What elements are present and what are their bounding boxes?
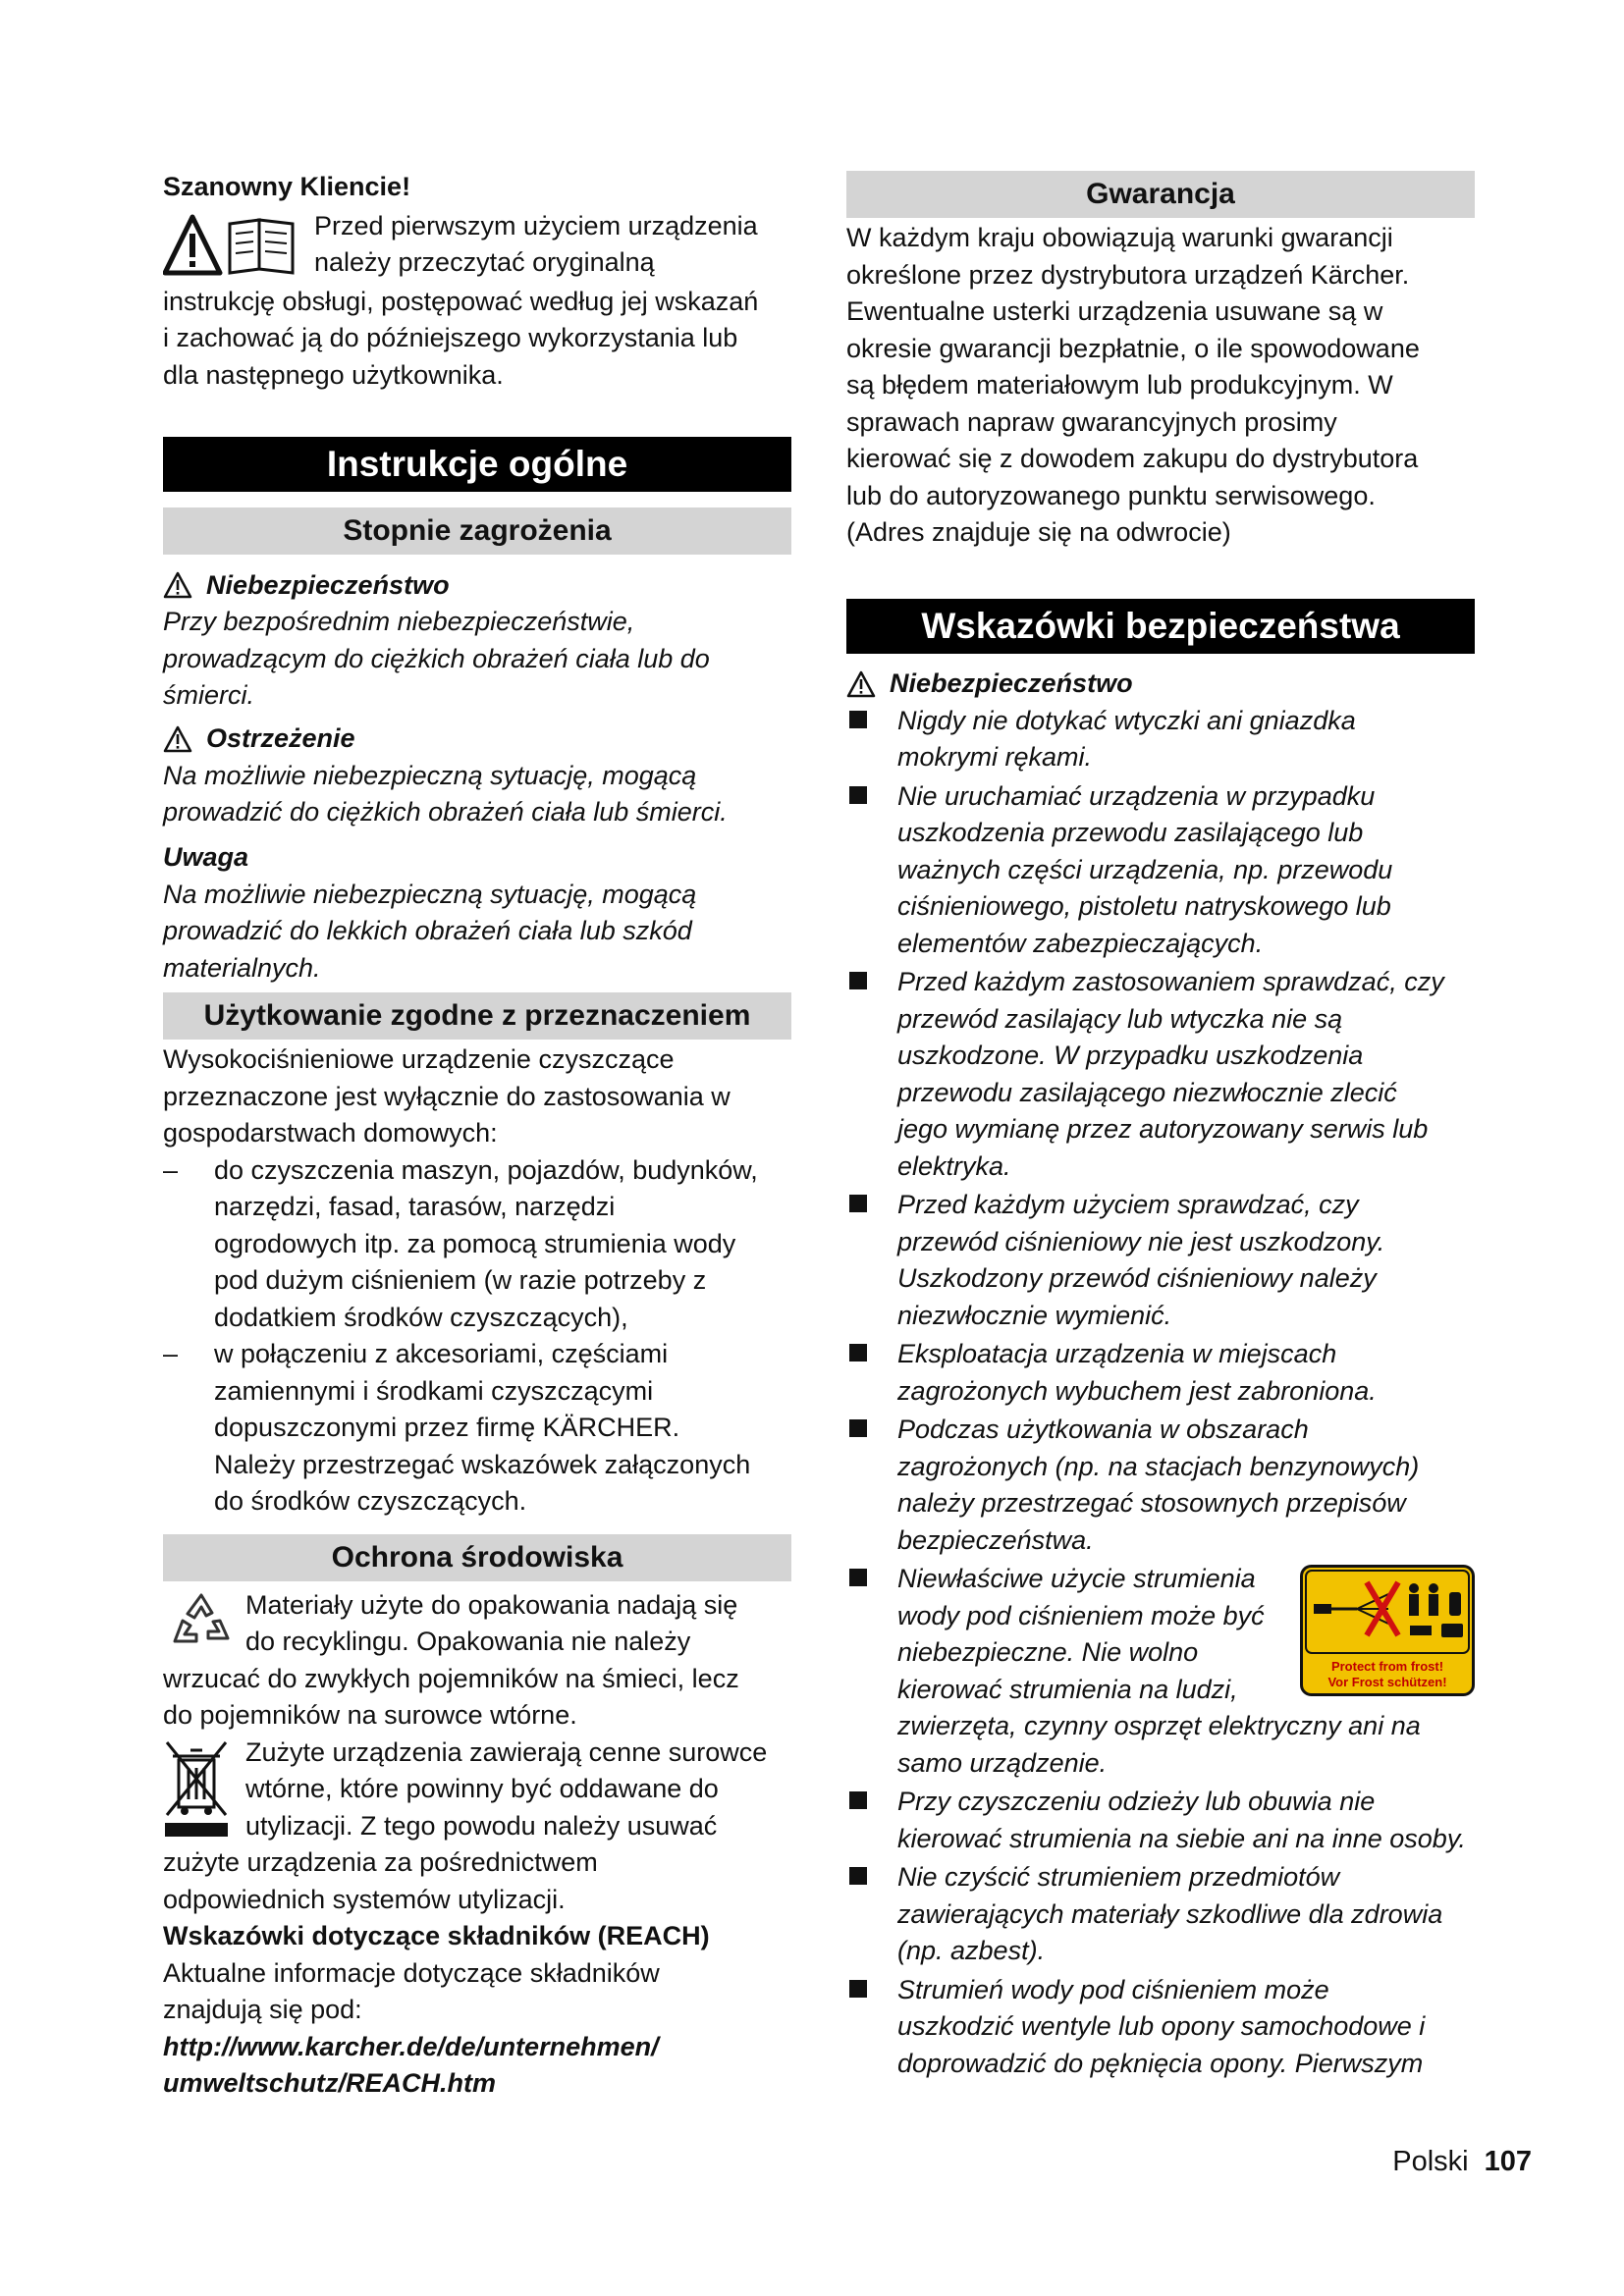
bullet-line: uszkodzenia przewodu zasilającego lub: [897, 818, 1364, 847]
intro-line: Przed pierwszym użyciem urządzenia: [314, 210, 758, 240]
bullet-line: kierować strumienia na ludzi,: [897, 1674, 1238, 1704]
intro-line: należy przeczytać oryginalną: [314, 247, 655, 277]
bullet-marker: [846, 1859, 897, 1970]
bullet-line: przewód ciśnieniowy nie jest uszkodzony.: [897, 1226, 1385, 1256]
bullet-line: mokrymi rękami.: [897, 742, 1093, 772]
danger-title: Niebezpieczeństwo: [206, 569, 450, 600]
bullet-line: Strumień wody pod ciśnieniem może: [897, 1974, 1329, 2004]
intro-line: i zachować ją do późniejszego wykorzystania lub: [163, 323, 738, 352]
warranty-text-line: sprawach napraw gwarancyjnych prosimy: [846, 406, 1337, 437]
bullet-line: Niewłaściwe użycie strumienia: [897, 1564, 1256, 1593]
bullet-line: Nie czyścić strumieniem przedmiotów: [897, 1862, 1340, 1892]
bullet-line: doprowadzić do pęknięcia opony. Pierwszym: [897, 2048, 1424, 2078]
danger-text-line: śmierci.: [163, 680, 254, 710]
reach-text-line: znajdują się pod:: [163, 1995, 362, 2024]
bullet-line: kierować strumienia na siebie ani na inne osoby.: [897, 1823, 1466, 1853]
dash-item-line: do środków czyszczących.: [214, 1486, 527, 1516]
recycle-icon: [171, 1591, 232, 1657]
recycle-block: [163, 1587, 791, 1735]
warranty-text-line: okresie gwarancji bezpłatnie, o ile spowodowane: [846, 333, 1420, 363]
subheading-warranty: Gwarancja: [846, 171, 1475, 218]
recycle-text-line: do recyklingu. Opakowania nie należy: [245, 1627, 691, 1656]
crossed-bin-icon: [163, 1736, 232, 1843]
bullet-line: ważnych części urządzenia, np. przewodu: [897, 854, 1393, 884]
intro-line: dla następnego użytkownika.: [163, 359, 504, 390]
warning-triangle-icon: [163, 725, 192, 753]
bullet-line: zagrożonych wybuchem jest zabroniona.: [897, 1375, 1377, 1406]
reach-link[interactable]: http://www.karcher.de/de/unternehmen/: [163, 2031, 659, 2061]
bullet-line: niezwłocznie wymienić.: [897, 1300, 1172, 1330]
intended-text-line: przeznaczone jest wyłącznie do zastosowania w: [163, 1081, 731, 1111]
bullet-item: [846, 1336, 1475, 1410]
bullet-item: [846, 1412, 1475, 1559]
warning-triangle-icon: [846, 670, 876, 698]
warranty-text-line: Ewentualne usterki urządzenia usuwane są w: [846, 296, 1383, 326]
bullet-line: przewodu zasilającego niezwłocznie zlecić: [897, 1077, 1397, 1107]
bullet-item: [846, 1784, 1475, 1857]
dash-list-item: [163, 1336, 791, 1521]
warning-text-line: Na możliwie niebezpieczną sytuację, mogącą: [163, 760, 697, 790]
bullet-marker: [846, 1972, 897, 2083]
bullet-line: ciśnieniowego, pistoletu natryskowego lub: [897, 891, 1391, 921]
bullet-line: Eksploatacja urządzenia w miejscach: [897, 1339, 1337, 1368]
bullet-line: Nigdy nie dotykać wtyczki ani gniazdka: [897, 705, 1356, 735]
dash-item-line: dopuszczonymi przez firmę KÄRCHER.: [214, 1413, 680, 1442]
weee-text-line: Zużyte urządzenia zawierają cenne surowce: [245, 1736, 768, 1767]
bullet-marker: [846, 778, 897, 963]
dash-marker: –: [163, 1154, 179, 1185]
recycle-text-line: Materiały użyte do opakowania nadają się: [245, 1589, 738, 1620]
bullet-line: Przy czyszczeniu odzieży lub obuwia nie: [897, 1787, 1376, 1816]
bullet-marker: [846, 1412, 897, 1559]
bullet-line: niebezpieczne. Nie wolno: [897, 1637, 1199, 1667]
frost-label-line: Vor Frost schützen!: [1327, 1675, 1447, 1689]
warning-triangle-icon: [163, 571, 192, 599]
left-column: [163, 169, 791, 2103]
section-heading-general: Instrukcje ogólne: [163, 437, 791, 492]
bullet-line: elektryka.: [897, 1150, 1011, 1181]
danger-text-line: prowadzącym do ciężkich obrażeń ciała lub do: [163, 643, 710, 673]
greeting: Szanowny Kliencie!: [163, 172, 411, 201]
dash-marker: –: [163, 1339, 179, 1368]
bullet-line: Uszkodzony przewód ciśnieniowy należy: [897, 1263, 1377, 1293]
dash-list-item: [163, 1152, 791, 1337]
bullet-item: [846, 1561, 1475, 1782]
dash-item-line: zamiennymi i środkami czyszczącymi: [214, 1375, 654, 1406]
warranty-text-line: lub do autoryzowanego punktu serwisowego.: [846, 480, 1376, 510]
bullet-line: przewód zasilający lub wtyczka nie są: [897, 1003, 1343, 1034]
reach-title: Wskazówki dotyczące składników (REACH): [163, 1921, 710, 1950]
warning-manual-icon: [163, 214, 302, 284]
bullet-line: zawierających materiały szkodliwe dla zdrowia: [897, 1898, 1443, 1929]
warranty-text-line: są błędem materiałowym lub produkcyjnym. W: [846, 370, 1393, 400]
weee-text-line: zużyte urządzenia za pośrednictwem: [163, 1847, 598, 1877]
warning-title: Ostrzeżenie: [206, 723, 355, 753]
intro-block: [163, 208, 791, 395]
bullet-line: samo urządzenie.: [897, 1747, 1108, 1778]
dash-item-line: ogrodowych itp. za pomocą strumienia wody: [214, 1228, 736, 1258]
bullet-line: elementów zabezpieczających.: [897, 928, 1264, 958]
bullet-line: bezpieczeństwa.: [897, 1524, 1094, 1555]
weee-text-line: wtórne, które powinny być oddawane do: [245, 1774, 719, 1803]
caution-text-line: prowadzić do lekkich obrażeń ciała lub szkód: [163, 916, 692, 945]
subheading-environment: Ochrona środowiska: [163, 1534, 791, 1581]
subheading-hazard-levels: Stopnie zagrożenia: [163, 507, 791, 555]
bullet-marker: [846, 1336, 897, 1410]
bullet-line: uszkodzone. W przypadku uszkodzenia: [897, 1041, 1364, 1070]
warning-text-line: prowadzić do ciężkich obrażeń ciała lub śmierci.: [163, 797, 728, 827]
bullet-line: należy przestrzegać stosownych przepisów: [897, 1488, 1406, 1518]
bullet-marker: [846, 964, 897, 1185]
bullet-line: zwierzęta, czynny osprzęt elektryczny ani na: [897, 1711, 1421, 1740]
dash-item-line: Należy przestrzegać wskazówek załączonych: [214, 1449, 751, 1479]
danger-title: Niebezpieczeństwo: [890, 668, 1133, 698]
intended-text-line: Wysokociśnieniowe urządzenie czyszczące: [163, 1044, 675, 1074]
dash-item-line: narzędzi, fasad, tarasów, narzędzi: [214, 1192, 616, 1221]
warranty-text-line: kierować się z dowodem zakupu do dystrybutora: [846, 444, 1419, 473]
dash-item-line: do czyszczenia maszyn, pojazdów, budynków,: [214, 1154, 758, 1185]
bullet-item: [846, 778, 1475, 963]
weee-text-line: utylizacji. Z tego powodu należy usuwać: [245, 1810, 718, 1841]
bullet-marker: [846, 703, 897, 776]
reach-link[interactable]: umweltschutz/REACH.htm: [163, 2068, 497, 2098]
bullet-item: [846, 1187, 1475, 1334]
bullet-line: jego wymianę przez autoryzowany serwis lub: [897, 1114, 1429, 1144]
weee-block: [163, 1735, 791, 1919]
caution-text-line: materialnych.: [163, 952, 321, 983]
warranty-text-line: określone przez dystrybutora urządzeń Kärcher.: [846, 259, 1410, 290]
danger-heading: [163, 566, 791, 604]
warranty-text-line: (Adres znajduje się na odwrocie): [846, 517, 1231, 547]
caution-text-line: Na możliwie niebezpieczną sytuację, mogącą: [163, 879, 697, 909]
bullet-marker: [846, 1561, 897, 1782]
bullet-marker: [846, 1784, 897, 1857]
subheading-intended-use: Użytkowanie zgodne z przeznaczeniem: [163, 992, 791, 1040]
bullet-item: [846, 703, 1475, 776]
dash-item-line: w połączeniu z akcesoriami, częściami: [214, 1339, 669, 1368]
bullet-line: Nie uruchamiać urządzenia w przypadku: [897, 780, 1376, 811]
right-column: [846, 169, 1475, 2082]
bullet-line: Przed każdym użyciem sprawdzać, czy: [897, 1190, 1359, 1219]
frost-warning-label: [1300, 1565, 1475, 1701]
bullet-line: Przed każdym zastosowaniem sprawdzać, czy: [897, 967, 1444, 996]
bullet-line: wody pod ciśnieniem może być: [897, 1600, 1265, 1630]
bullet-line: uszkodzić wentyle lub opony samochodowe i: [897, 2011, 1426, 2041]
bullet-marker: [846, 1187, 897, 1334]
weee-text-line: odpowiednich systemów utylizacji.: [163, 1884, 566, 1914]
warranty-text-line: W każdym kraju obowiązują warunki gwarancji: [846, 223, 1393, 252]
recycle-text-line: do pojemników na surowce wtórne.: [163, 1700, 577, 1730]
bullet-item: [846, 1972, 1475, 2083]
reach-text-line: Aktualne informacje dotyczące składników: [163, 1957, 660, 1988]
footer-language: Polski: [1392, 2146, 1469, 2177]
danger-text-line: Przy bezpośrednim niebezpieczeństwie,: [163, 607, 635, 636]
page-footer: [1392, 2146, 1532, 2178]
dash-item-line: dodatkiem środków czyszczących),: [214, 1302, 628, 1332]
bullet-item: [846, 964, 1475, 1185]
dash-item-line: pod dużym ciśnieniem (w razie potrzeby z: [214, 1265, 707, 1295]
intended-text-line: gospodarstwach domowych:: [163, 1118, 498, 1148]
recycle-text-line: wrzucać do zwykłych pojemników na śmieci, lecz: [163, 1663, 739, 1693]
bullet-line: zagrożonych (np. na stacjach benzynowych): [897, 1451, 1420, 1481]
warning-heading: [163, 721, 791, 758]
section-heading-safety: Wskazówki bezpieczeństwa: [846, 599, 1475, 654]
caution-heading: [163, 839, 791, 877]
danger-heading: [846, 666, 1475, 703]
frost-label-line: Protect from frost!: [1330, 1659, 1444, 1674]
bullet-line: Podczas użytkowania w obszarach: [897, 1415, 1309, 1444]
intro-line: instrukcję obsługi, postępować według jej wskazań: [163, 286, 759, 316]
bullet-item: [846, 1859, 1475, 1970]
caution-title: Uwaga: [163, 842, 249, 872]
bullet-line: (np. azbest).: [897, 1936, 1046, 1965]
page-number: 107: [1484, 2146, 1532, 2177]
